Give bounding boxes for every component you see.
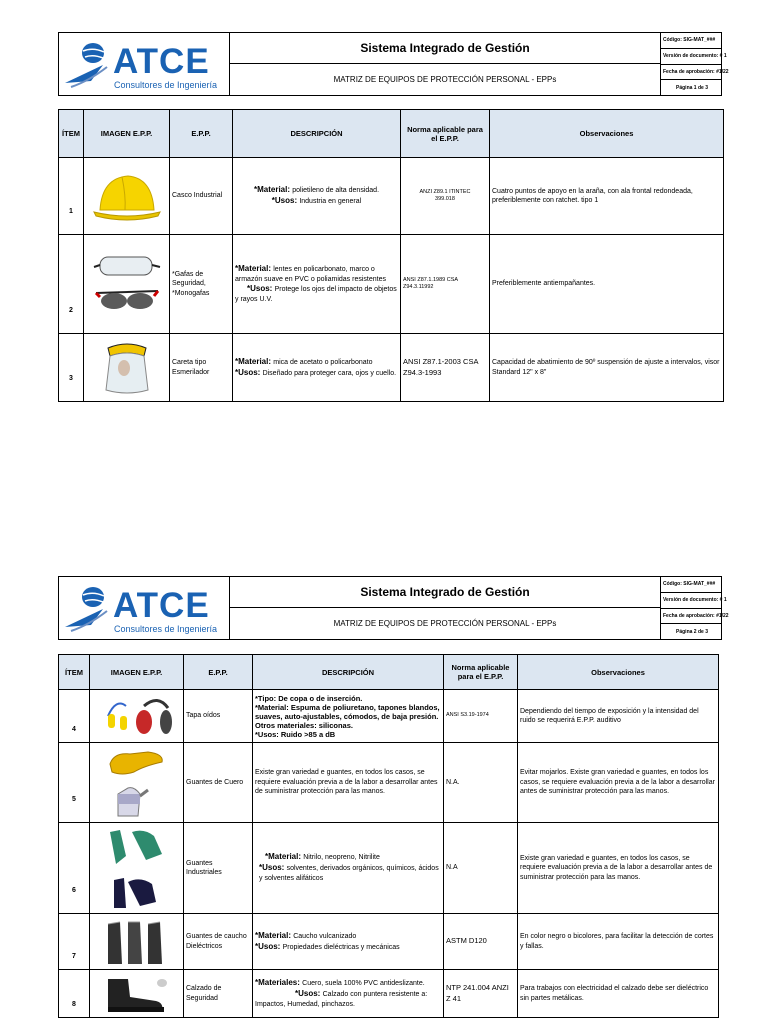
company-logo — [59, 33, 230, 95]
col-image: IMAGEN E.P.P. — [84, 110, 170, 158]
col-epp: E.P.P. — [170, 110, 233, 158]
epp-description: *Material: Nitrilo, neopreno, Nitrilite *Usos: solventes, derivados orgánicos, químicos, ácidos y solventes alifáticos — [253, 823, 444, 914]
industrial-gloves-icon — [92, 826, 181, 910]
col-image: IMAGEN E.P.P. — [90, 655, 184, 690]
table-header-row — [59, 110, 724, 158]
epp-name: Guantes de Cuero — [184, 743, 253, 823]
document-subtitle: MATRIZ DE EQUIPOS DE PROTECCIÓN PERSONAL - EPPs — [333, 619, 557, 628]
epp-norm: N.A. — [444, 743, 518, 823]
epp-norm: ANSI Z87.1.1989 CSA Z94.3.11992 — [401, 235, 490, 334]
col-item: ÍTEM — [59, 655, 90, 690]
epp-observations: En color negro o bicolores, para facilitar la detección de cortes y fallas. — [518, 914, 719, 970]
epp-norm: ASTM D120 — [444, 914, 518, 970]
ear-protection-icon — [92, 694, 181, 738]
epp-name: *Gafas de Seguridad, *Monogafas — [170, 235, 233, 334]
epp-observations: Existe gran variedad e guantes, en todos los casos, se requiere evaluación previa a de la labor a desarrollar antes de suministrar protección para las manos. — [518, 823, 719, 914]
atce-logo-icon — [63, 581, 115, 635]
epp-observations: Preferiblemente antiempañantes. — [490, 235, 724, 334]
col-description: DESCRIPCIÓN — [253, 655, 444, 690]
document-subtitle: MATRIZ DE EQUIPOS DE PROTECCIÓN PERSONAL - EPPs — [333, 75, 557, 84]
epp-description: *Tipo: De copa o de inserción. *Material: Espuma de poliuretano, tapones blandos, suaves, auto-ajustables, cómodos, de baja presión. Otros materiales: siliconas. *Usos: Ruido >85 a dB — [253, 690, 444, 743]
table-row — [59, 235, 724, 334]
item-number: 4 — [59, 690, 90, 743]
epp-norm: N.A — [444, 823, 518, 914]
doc-approval-date: Fecha de aprobación: #1/22 — [661, 65, 721, 81]
epp-description: *Materiales: Cuero, suela 100% PVC antideslizante. *Usos: Calzado con puntera resistente a: Impactos, Humedad, pinchazos. — [253, 970, 444, 1018]
document-meta — [661, 577, 729, 639]
table-row — [59, 158, 724, 235]
epp-name: Careta tipo Esmerilador — [170, 334, 233, 402]
item-number: 7 — [59, 914, 90, 970]
epp-norm: ANSI Z87.1-2003 CSA Z94.3-1993 — [401, 334, 490, 402]
epp-description: *Material: lentes en policarbonato, marco o armazón suave en PVC o poliamidas resistentes *Usos: Protege los ojos del impacto de objetos y rayos U.V. — [233, 235, 401, 334]
helmet-icon — [86, 166, 167, 226]
epp-name: Calzado de Seguridad — [184, 970, 253, 1018]
doc-version: Versión de documento: # 1 — [661, 593, 721, 609]
epp-norm: ANZI Z89.1 ITINTEC 399.018 — [401, 158, 490, 235]
table-row — [59, 970, 719, 1018]
header-block-page-1 — [58, 32, 729, 96]
epp-matrix-table-page-2 — [58, 654, 719, 1018]
epp-name: Casco Industrial — [170, 158, 233, 235]
epp-observations: Dependiendo del tiempo de exposición y la intensidad del ruido se requerirá E.P.P. auditivo — [518, 690, 719, 743]
doc-version: Versión de documento: # 1 — [661, 49, 721, 65]
leather-gloves-icon — [92, 746, 181, 820]
logo-subtitle: Consultores de Ingeniería — [114, 624, 218, 634]
epp-matrix-table-page-1 — [58, 109, 724, 402]
item-number: 3 — [59, 334, 84, 402]
document-title: Sistema Integrado de Gestión — [230, 33, 660, 64]
company-logo — [59, 577, 230, 639]
col-observations: Observaciones — [518, 655, 719, 690]
epp-name: Tapa oídos — [184, 690, 253, 743]
header-block-page-2 — [58, 576, 729, 640]
epp-name: Guantes de caucho Dieléctricos — [184, 914, 253, 970]
table-header-row — [59, 655, 719, 690]
epp-observations: Evitar mojarlos. Existe gran variedad e guantes, en todos los casos, se requiere evaluación previa a de la labor a desarrollar antes de suministrar protección para las manos. — [518, 743, 719, 823]
logo-text: ATCE — [113, 42, 210, 81]
epp-norm: NTP 241.004 ANZI Z 41 — [444, 970, 518, 1018]
epp-description: *Material: mica de acetato o policarbonato *Usos: Diseñado para proteger cara, ojos y cuello. — [233, 334, 401, 402]
document-meta — [661, 33, 729, 95]
col-description: DESCRIPCIÓN — [233, 110, 401, 158]
epp-observations: Para trabajos con electricidad el calzado debe ser dieléctrico sin partes metálicas. — [518, 970, 719, 1018]
page-number: Página 1 de 3 — [676, 84, 708, 91]
table-row — [59, 823, 719, 914]
atce-logo-icon — [63, 37, 115, 91]
item-number: 5 — [59, 743, 90, 823]
col-norm: Norma aplicable para el E.P.P. — [401, 110, 490, 158]
epp-name: Guantes Industriales — [184, 823, 253, 914]
epp-norm: ANSI S3.19-1974 — [444, 690, 518, 743]
col-observations: Observaciones — [490, 110, 724, 158]
epp-description: Existe gran variedad e guantes, en todos los casos, se requiere evaluación previa a de la labor a desarrollar antes de suministrar protección para las manos. — [253, 743, 444, 823]
item-number: 1 — [59, 158, 84, 235]
table-row — [59, 914, 719, 970]
table-row — [59, 690, 719, 743]
epp-description: *Material: polietileno de alta densidad. *Usos: Industria en general — [233, 158, 401, 235]
goggles-icon — [86, 249, 167, 319]
item-number: 8 — [59, 970, 90, 1018]
logo-subtitle: Consultores de Ingeniería — [114, 80, 218, 90]
epp-description: *Material: Caucho vulcanizado *Usos: Propiedades dieléctricas y mecánicas — [253, 914, 444, 970]
dielectric-gloves-icon — [92, 918, 181, 966]
col-norm: Norma aplicable para el E.P.P. — [444, 655, 518, 690]
epp-observations: Capacidad de abatimiento de 90º suspensión de ajuste a intervalos, visor Standard 12" x 8" — [490, 334, 724, 402]
doc-code: Código: SIG-MAT_### — [661, 33, 721, 49]
logo-text: ATCE — [113, 586, 210, 625]
doc-approval-date: Fecha de aprobación: #1/22 — [661, 609, 721, 625]
doc-code: Código: SIG-MAT_### — [661, 577, 721, 593]
document-title: Sistema Integrado de Gestión — [230, 577, 660, 608]
table-row — [59, 334, 724, 402]
item-number: 6 — [59, 823, 90, 914]
item-number: 2 — [59, 235, 84, 334]
face-shield-icon — [86, 338, 167, 398]
table-row — [59, 743, 719, 823]
safety-boots-icon — [92, 973, 181, 1015]
col-item: ÍTEM — [59, 110, 84, 158]
col-epp: E.P.P. — [184, 655, 253, 690]
epp-observations: Cuatro puntos de apoyo en la araña, con ala frontal redondeada, preferiblemente con ratchet. tipo 1 — [490, 158, 724, 235]
page-number: Página 2 de 3 — [676, 628, 708, 635]
